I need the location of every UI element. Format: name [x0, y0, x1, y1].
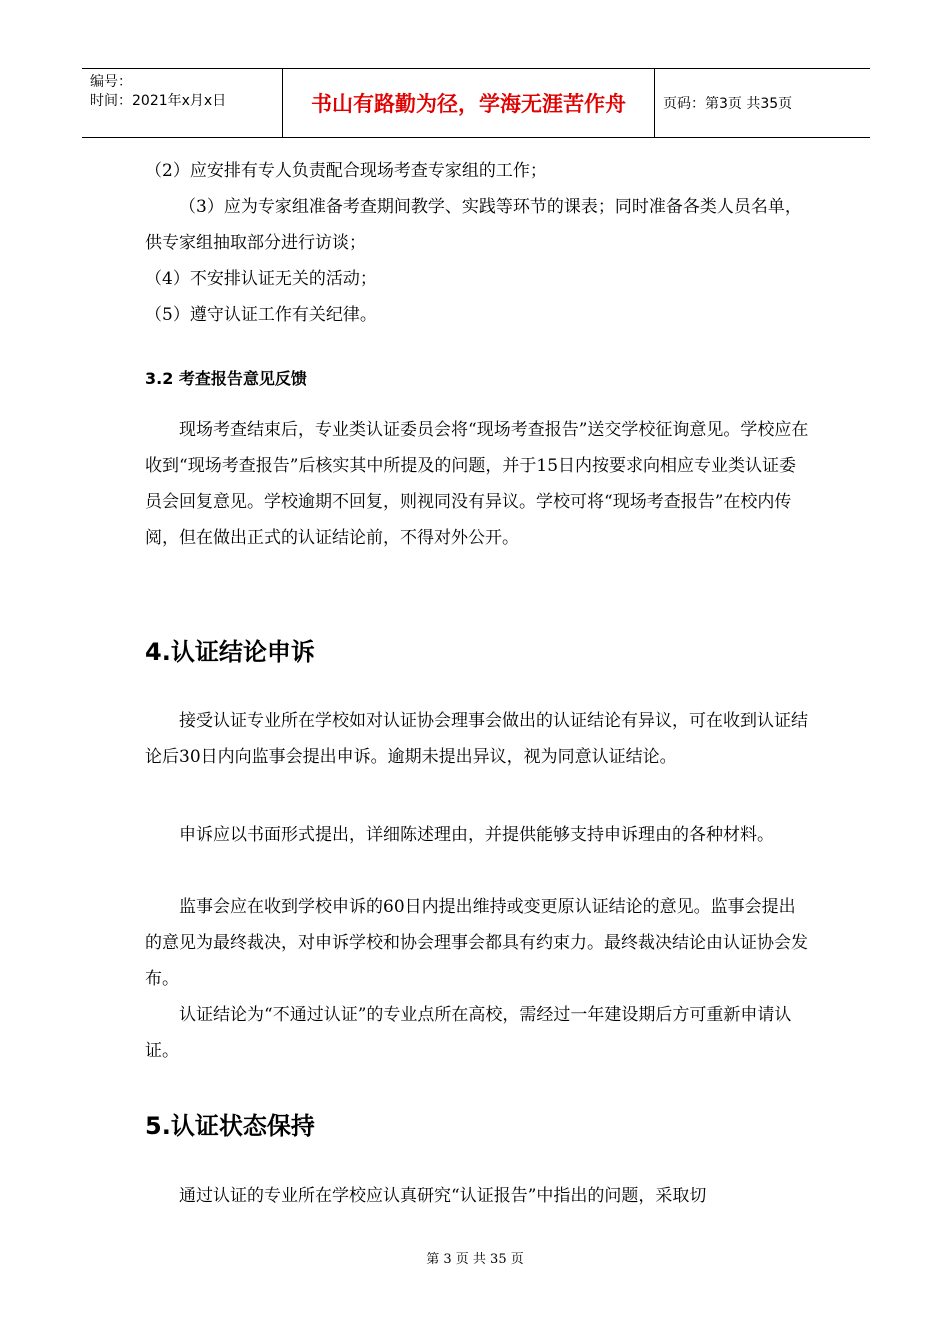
paragraph: 申诉应以书面形式提出，详细陈述理由，并提供能够支持申诉理由的各种材料。 — [179, 825, 774, 845]
list-item: （5）遵守认证工作有关纪律。 — [145, 305, 377, 325]
paragraph: 通过认证的专业所在学校应认真研究“认证报告”中指出的问题，采取切 — [179, 1186, 707, 1206]
subsection-title: 3.2 考查报告意见反馈 — [145, 369, 307, 388]
section-title: 5.认证状态保持 — [145, 1112, 315, 1140]
list-item: （4）不安排认证无关的活动； — [145, 269, 377, 289]
list-item: （2）应安排有专人负责配合现场考查专家组的工作； — [145, 161, 547, 181]
list-item: （3）应为专家组准备考查期间教学、实践等环节的课表；同时准备各类人员名单，供专家组抽取部分进行访谈； — [145, 197, 802, 253]
paragraph: 认证结论为“不通过认证”的专业点所在高校，需经过一年建设期后方可重新申请认证。 — [145, 1005, 792, 1061]
section-title: 4.认证结论申诉 — [145, 638, 315, 666]
header-motto: 书山有路勤为径，学海无涯苦作舟 — [311, 92, 626, 116]
header-meta — [82, 69, 282, 137]
paragraph: 现场考查结束后，专业类认证委员会将“现场考查报告”送交学校征询意见。学校应在收到“现场考查报告”后核实其中所提及的问题，并于15日内按要求向相应专业类认证委员会回复意见。学校逾期不回复，则视同没有异议。学校可将“现场考查报告”在校内传阅，但在做出正式的认证结论前，不得对外公开。 — [145, 420, 809, 548]
number-label: 编号： — [90, 74, 132, 90]
page-footer: 第 3 页 共 35 页 — [426, 1252, 524, 1267]
paragraph: 接受认证专业所在学校如对认证协会理事会做出的认证结论有异议，可在收到认证结论后30日内向监事会提出申诉。逾期未提出异议，视为同意认证结论。 — [145, 711, 808, 767]
page-header — [82, 68, 870, 138]
paragraph: 监事会应在收到学校申诉的60日内提出维持或变更原认证结论的意见。监事会提出的意见为最终裁决，对申诉学校和协会理事会都具有约束力。最终裁决结论由认证协会发布。 — [145, 897, 808, 989]
header-page-label: 页码：第3页 共35页 — [663, 96, 793, 112]
date-label: 时间：2021年x月x日 — [90, 93, 227, 109]
